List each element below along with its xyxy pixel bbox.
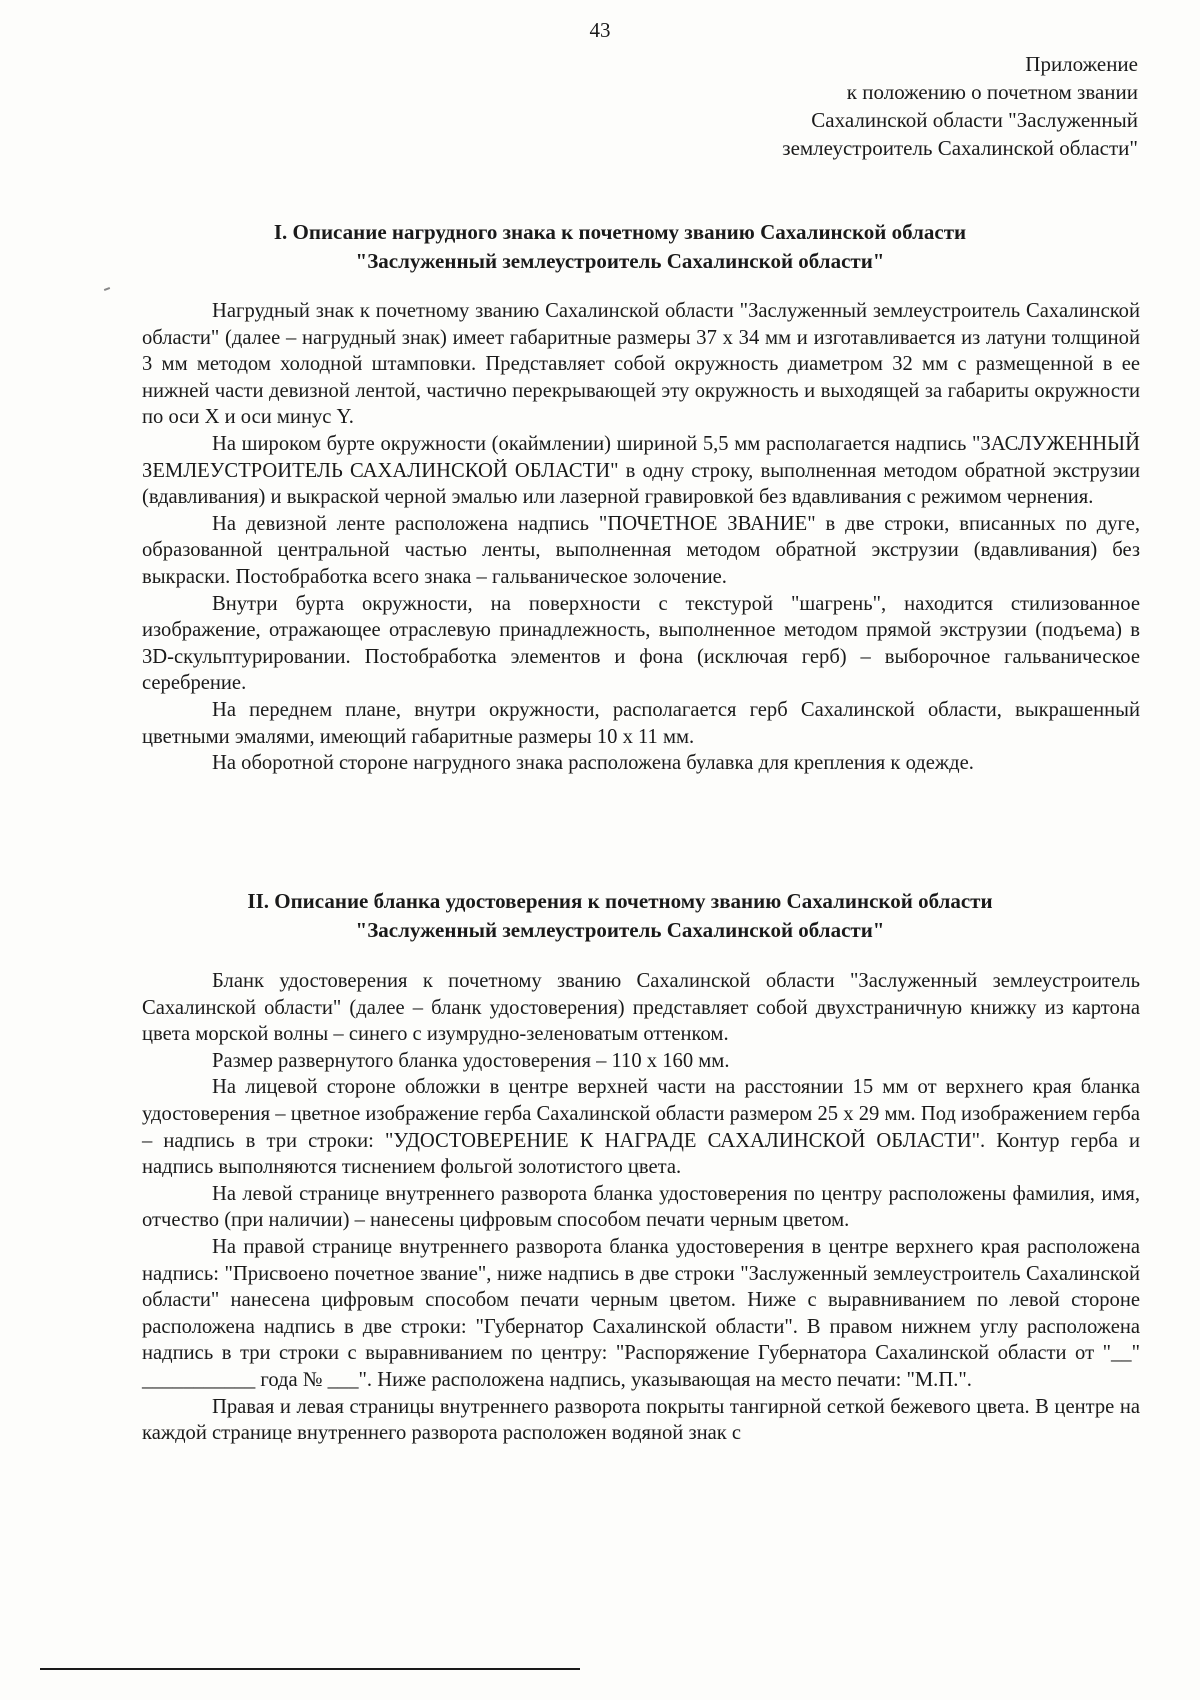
section-1-heading: [130, 218, 1110, 276]
heading-line: II. Описание бланка удостоверения к почетному званию Сахалинской области: [247, 889, 993, 913]
section-2-heading: [130, 887, 1110, 945]
paragraph: Правая и левая страницы внутреннего разворота покрыты тангирной сеткой бежевого цвета. В центре на каждой странице внутреннего разворота расположен водяной знак с: [142, 1395, 1140, 1445]
paragraph: На правой странице внутреннего разворота бланка удостоверения в центре верхнего края расположена надпись: "Присвоено почетное звание", ниже надпись в две строки "Заслуженный землеустроитель Сахалинской области" нанесена цифровым способом печати черным цветом. Ниже с выравниванием по левой стороне расположена надпись в две строки: "Губернатор Сахалинской области". В правом нижнем углу расположена надпись в три строки с выравниванием по центру: "Распоряжение Губернатора Сахалинской области от "__" ___________ года № ___". Ниже расположена надпись, указывающая на место печати: "М.П.".: [142, 1235, 1140, 1391]
paragraph: На переднем плане, внутри окружности, располагается герб Сахалинской области, выкрашенный цветными эмалями, имеющий габаритные размеры 10 х 11 мм.: [142, 698, 1140, 748]
appendix-header: [578, 50, 1138, 162]
page-number: 43: [589, 18, 611, 42]
paragraph: На лицевой стороне обложки в центре верхней части на расстоянии 15 мм от верхнего края бланка удостоверения – цветное изображение герба Сахалинской области размером 25 х 29 мм. Под изображением герба – надпись в три строки: "УДОСТОВЕРЕНИЕ К НАГРАДЕ САХАЛИНСКОЙ ОБЛАСТИ". Контур герба и надпись выполняются тиснением фольгой золотистого цвета.: [142, 1076, 1140, 1179]
paragraph: Внутри бурта окружности, на поверхности с текстурой "шагрень", находится стилизованное изображение, отражающее отраслевую принадлежность, выполненное методом прямой экструзии (подъема) в 3D-скульптурировании. Постобработка элементов и фона (исключая герб) – выборочное гальваническое серебрение.: [142, 592, 1140, 695]
paragraph: На оборотной стороне нагрудного знака расположена булавка для крепления к одежде.: [212, 752, 974, 775]
paragraph: Нагрудный знак к почетному званию Сахалинской области "Заслуженный землеустроитель Сахалинской области" (далее – нагрудный знак) имеет габаритные размеры 37 х 34 мм и изготавливается из латуни толщиной 3 мм методом холодной штамповки. Представляет собой окружность диаметром 32 мм с размещенной в ее нижней части девизной лентой, частично перекрывающей эту окружность и выходящей за габариты окружности по оси X и оси минус Y.: [142, 300, 1140, 429]
footer-rule: [40, 1668, 580, 1670]
paragraph: Размер развернутого бланка удостоверения – 110 х 160 мм.: [212, 1049, 730, 1072]
appendix-line: землеустроитель Сахалинской области": [782, 136, 1138, 160]
appendix-line: к положению о почетном звании: [846, 80, 1138, 104]
section-2-body: [142, 968, 1140, 1447]
heading-line: "Заслуженный землеустроитель Сахалинской области": [355, 249, 885, 273]
appendix-line: Сахалинской области "Заслуженный: [811, 108, 1138, 132]
heading-line: "Заслуженный землеустроитель Сахалинской области": [355, 918, 885, 942]
paragraph: На левой странице внутреннего разворота бланка удостоверения по центру расположены фамилия, имя, отчество (при наличии) – нанесены цифровым способом печати черным цветом.: [142, 1182, 1140, 1232]
paragraph: На широком бурте окружности (окаймлении) шириной 5,5 мм располагается надпись "ЗАСЛУЖЕННЫЙ ЗЕМЛЕУСТРОИТЕЛЬ САХАЛИНСКОЙ ОБЛАСТИ" в одну строку, выполненная методом обратной экструзии (вдавливания) и выкраской черной эмалью или лазерной гравировкой без вдавливания с режимом чернения.: [142, 432, 1140, 509]
paragraph: На девизной ленте расположена надпись "ПОЧЕТНОЕ ЗВАНИЕ" в две строки, вписанных по дуге, образованной центральной частью ленты, выполненная методом обратной экструзии (вдавливания) без выкраски. Постобработка всего знака – гальваническое золочение.: [142, 512, 1140, 588]
paragraph: Бланк удостоверения к почетному званию Сахалинской области "Заслуженный землеустроитель Сахалинской области" (далее – бланк удостоверения) представляет собой двухстраничную книжку из картона цвета морской волны – синего с изумрудно-зеленоватым оттенком.: [142, 970, 1140, 1046]
scan-mark: [104, 287, 110, 291]
heading-line: I. Описание нагрудного знака к почетному званию Сахалинской области: [273, 220, 967, 244]
section-1-body: [142, 298, 1140, 777]
appendix-line: Приложение: [1025, 52, 1138, 76]
